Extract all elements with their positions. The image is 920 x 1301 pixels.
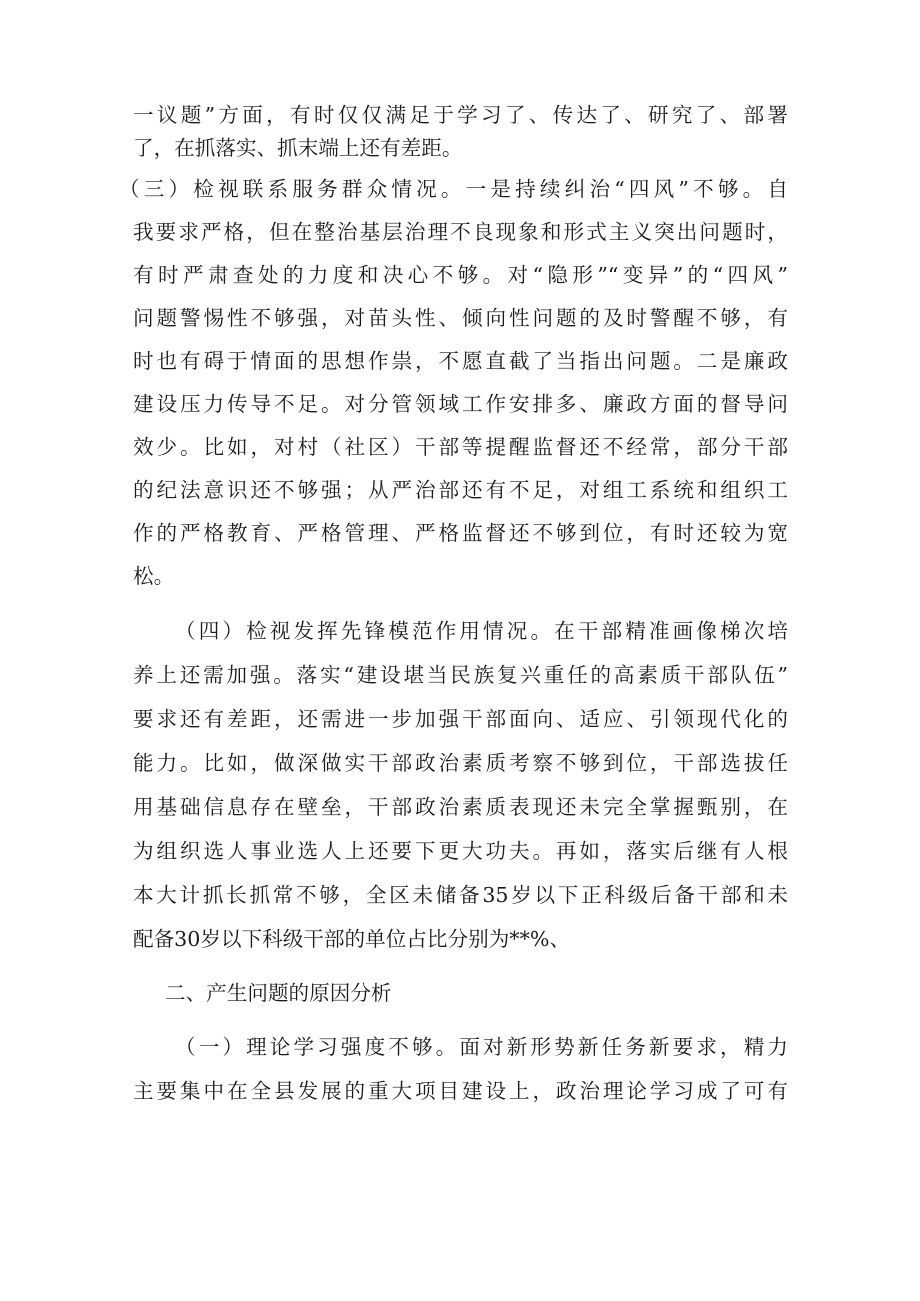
text-line: 要求还有差距，还需进一步加强干部面向、适应、引领现代化的 [133, 707, 788, 731]
text-line: 作的严格教育、严格管理、严格监督还不够到位，有时还较为宽 [133, 521, 788, 545]
text-line: 主要集中在全县发展的重大项目建设上，政治理论学习成了可有 [133, 1079, 788, 1103]
text-line: 用基础信息存在壁垒，干部政治素质表现还未完全掌握甄别，在 [133, 795, 788, 819]
text-line: 时也有碍于情面的思想作祟，不愿直截了当指出问题。二是廉政 [133, 349, 788, 373]
text-line: 效少。比如，对村（社区）干部等提醒监督还不经常，部分干部 [133, 435, 788, 459]
text-line: 本大计抓长抓常不够，全区未储备35岁以下正科级后备干部和未 [133, 883, 788, 907]
text-line: 配备30岁以下科级干部的单位占比分别为**%、 [133, 927, 571, 951]
text-line: 为组织选人事业选人上还要下更大功夫。再如，落实后继有人根 [133, 839, 788, 863]
text-line: 建设压力传导不足。对分管领域工作安排多、廉政方面的督导问 [133, 392, 788, 416]
paragraph-heading: （四）检视发挥先锋模范作用情况。在干部精准画像梯次培 [175, 619, 788, 643]
text-line: 的纪法意识还不够强；从严治部还有不足，对组工系统和组织工 [133, 478, 788, 502]
text-line: 松。 [133, 564, 175, 588]
text-line: 有时严肃查处的力度和决心不够。对“隐形”“变异”的“四风” [133, 263, 788, 287]
text-line: 了，在抓落实、抓末端上还有差距。 [133, 136, 463, 160]
text-line: 养上还需加强。落实“建设堪当民族复兴重任的高素质干部队伍” [133, 663, 788, 687]
paragraph-heading: （一）理论学习强度不够。面对新形势新任务新要求，精力 [175, 1035, 788, 1059]
text-line: 能力。比如，做深做实干部政治素质考察不够到位，干部选拔任 [133, 751, 788, 775]
section-heading: 二、产生问题的原因分析 [165, 981, 392, 1005]
paragraph-heading: （三）检视联系服务群众情况。一是持续纠治“四风”不够。自 [119, 177, 788, 201]
text-line: 我要求严格，但在整治基层治理不良现象和形式主义突出问题时， [133, 220, 788, 244]
text-line: 一议题”方面，有时仅仅满足于学习了、传达了、研究了、部署 [133, 103, 788, 127]
text-line: 问题警惕性不够强，对苗头性、倾向性问题的及时警醒不够，有 [133, 306, 788, 330]
